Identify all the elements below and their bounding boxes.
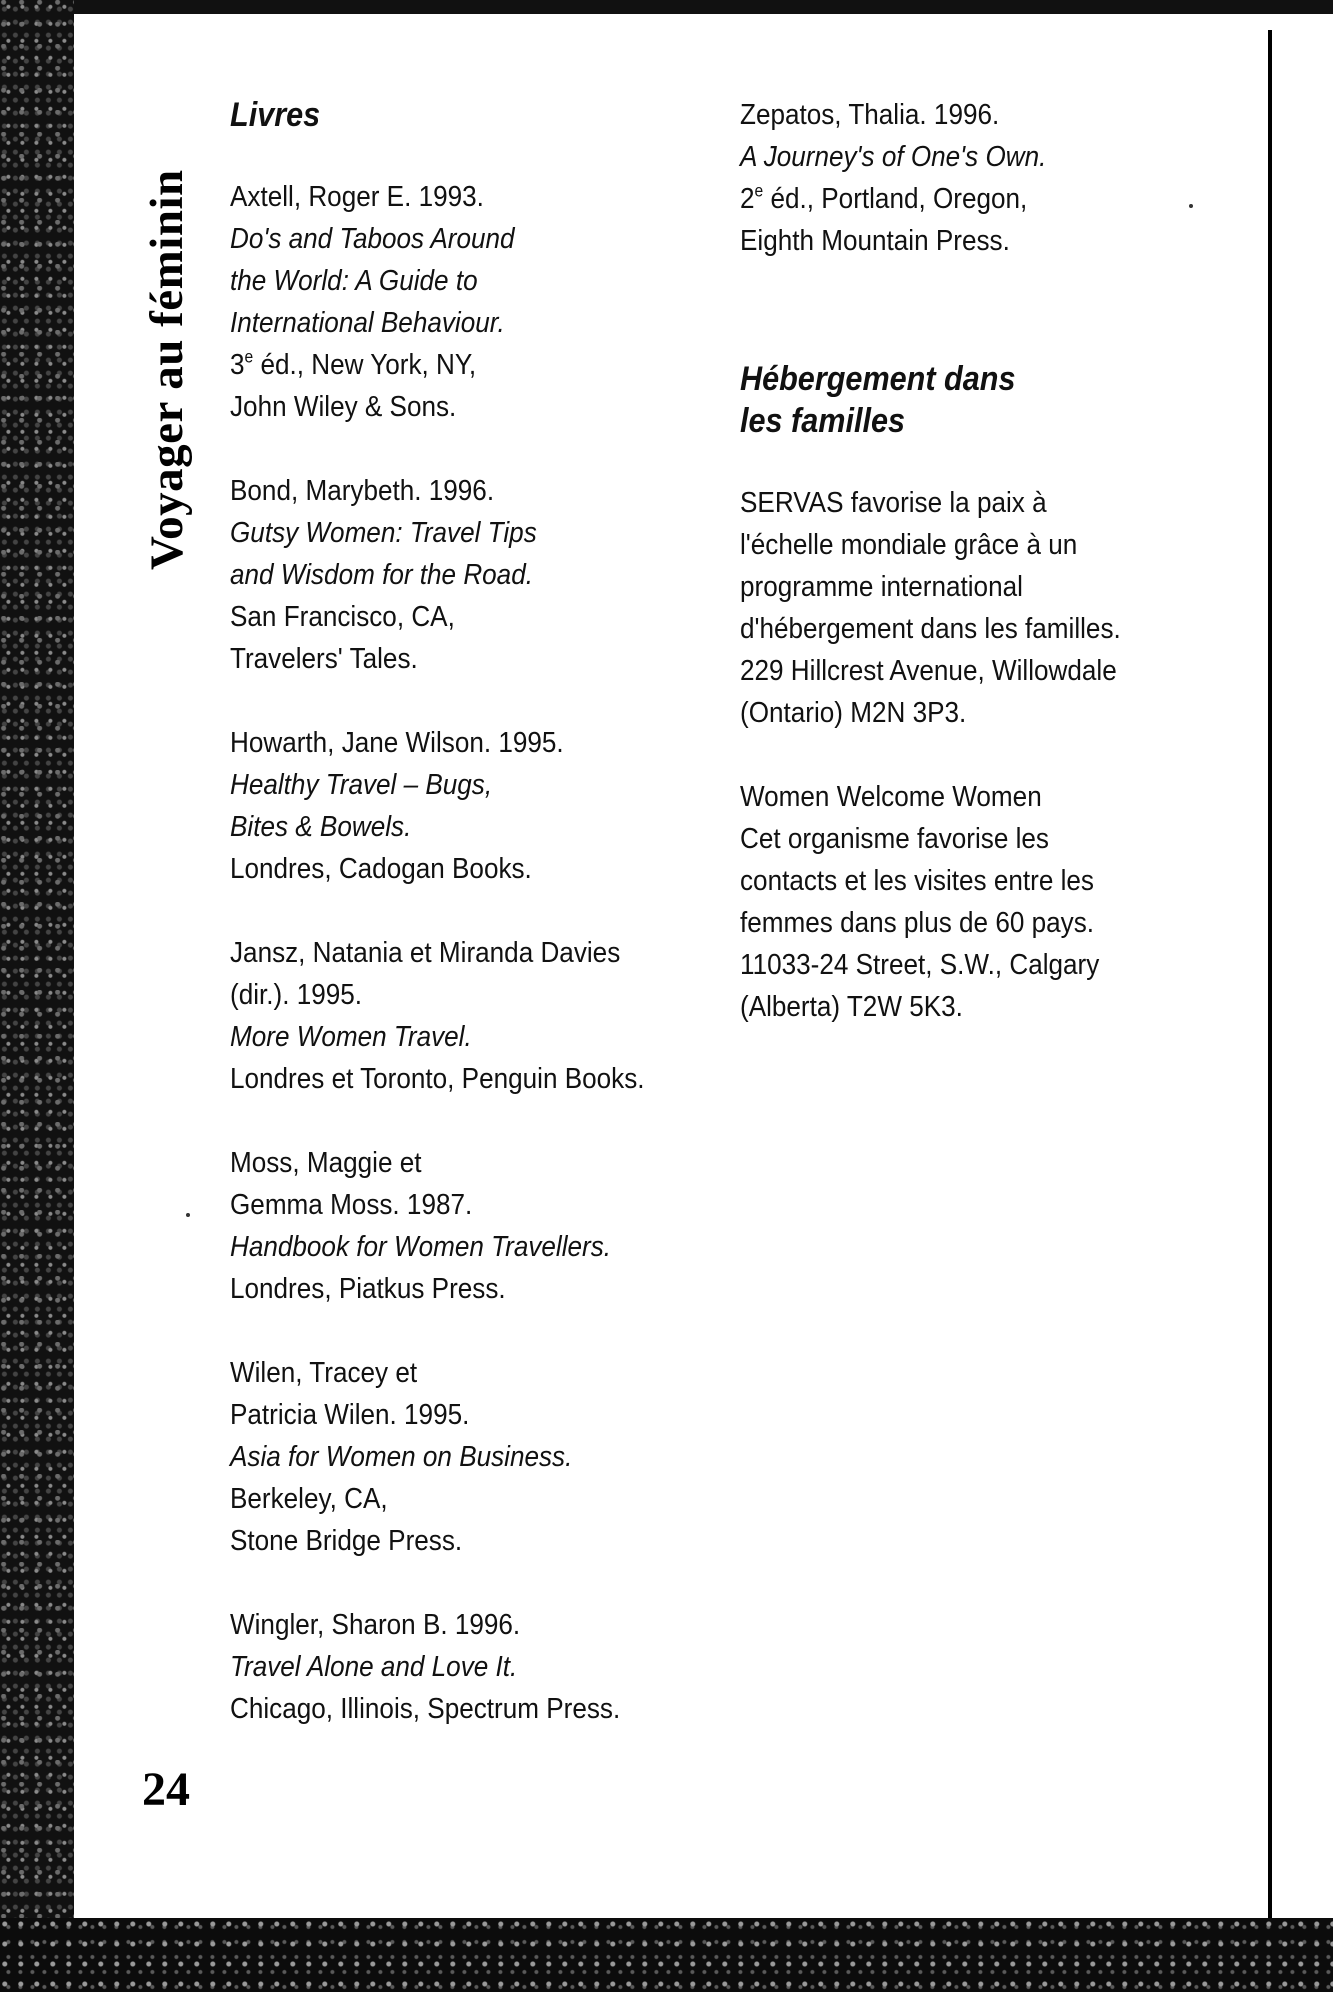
entry-text-line: programme international <box>740 571 1023 603</box>
entry-text-line: Londres, Piatkus Press. <box>230 1273 506 1305</box>
entry-text-line: Jansz, Natania et Miranda Davies <box>230 937 621 969</box>
scan-border-bottom <box>0 1918 1333 1992</box>
entry-text-line: Zepatos, Thalia. 1996. <box>740 99 1000 131</box>
scan-border-left <box>0 0 74 1992</box>
heading-line: les familles <box>740 402 906 440</box>
entry-text-line: Travelers' Tales. <box>230 643 418 675</box>
bibliography-entry <box>230 932 698 1100</box>
page-number: 24 <box>142 1763 190 1816</box>
section-spacer <box>740 304 1208 358</box>
scan-border-top <box>0 0 1333 14</box>
entry-text-line: Women Welcome Women <box>740 781 1042 813</box>
organization-list <box>740 482 1208 1028</box>
entry-text-line: Gemma Moss. 1987. <box>230 1189 473 1221</box>
entry-text-line: Londres et Toronto, Penguin Books. <box>230 1063 645 1095</box>
entry-text-line: Howarth, Jane Wilson. 1995. <box>230 727 564 759</box>
entry-text-line: contacts et les visites entre les <box>740 865 1094 897</box>
entry-title-line: Asia for Women on Business. <box>230 1441 573 1473</box>
entry-title-line: A Journey's of One's Own. <box>740 141 1047 173</box>
entry-title-line: Bites & Bowels. <box>230 811 412 843</box>
section-heading-livres: Livres <box>230 96 321 134</box>
entry-text-line: Chicago, Illinois, Spectrum Press. <box>230 1693 621 1725</box>
entry-text-line: l'échelle mondiale grâce à un <box>740 529 1078 561</box>
entry-text-line: Bond, Marybeth. 1996. <box>230 475 495 507</box>
bibliography-list <box>230 176 698 1730</box>
organization-entry <box>740 776 1208 1028</box>
entry-text-line: Patricia Wilen. 1995. <box>230 1399 470 1431</box>
running-head-vertical: Voyager au féminin <box>141 169 193 570</box>
entry-text-line: Moss, Maggie et <box>230 1147 422 1179</box>
entry-text-line: 11033-24 Street, S.W., Calgary <box>740 949 1100 981</box>
entry-text-line: SERVAS favorise la paix à <box>740 487 1047 519</box>
entry-text-line: Londres, Cadogan Books. <box>230 853 532 885</box>
entry-text-line: Stone Bridge Press. <box>230 1525 463 1557</box>
entry-text-line: Wilen, Tracey et <box>230 1357 418 1389</box>
entry-text-line: Cet organisme favorise les <box>740 823 1049 855</box>
entry-text-line: San Francisco, CA, <box>230 601 455 633</box>
entry-title-line: Healthy Travel – Bugs, <box>230 769 493 801</box>
entry-text-line: John Wiley & Sons. <box>230 391 457 423</box>
entry-text-line: Berkeley, CA, <box>230 1483 388 1515</box>
entry-title-line: Travel Alone and Love It. <box>230 1651 518 1683</box>
section-heading-hebergement <box>740 358 1208 442</box>
bibliography-entry <box>230 470 698 680</box>
page-edge-line <box>1268 30 1272 1918</box>
entry-title-line: the World: A Guide to <box>230 265 478 297</box>
entry-text-line: 3e éd., New York, NY, <box>230 346 477 381</box>
entry-text-line: (Alberta) T2W 5K3. <box>740 991 963 1023</box>
bibliography-entry <box>740 94 1208 262</box>
entry-text-line: Axtell, Roger E. 1993. <box>230 181 484 213</box>
entry-text-line: 229 Hillcrest Avenue, Willowdale <box>740 655 1117 687</box>
organization-entry <box>740 482 1208 734</box>
bibliography-entry <box>230 1352 698 1562</box>
entry-title-line: Handbook for Women Travellers. <box>230 1231 612 1263</box>
entry-text-line: Eighth Mountain Press. <box>740 225 1010 257</box>
heading-line: Hébergement dans <box>740 360 1016 398</box>
entry-text-line: (dir.). 1995. <box>230 979 363 1011</box>
right-column <box>740 94 1208 1070</box>
entry-title-line: and Wisdom for the Road. <box>230 559 533 591</box>
bibliography-entry <box>230 722 698 890</box>
bibliography-entry <box>230 1604 698 1730</box>
scan-speck <box>186 1213 190 1217</box>
entry-title-line: Do's and Taboos Around <box>230 223 515 255</box>
bibliography-entry <box>230 176 698 428</box>
entry-text-line: (Ontario) M2N 3P3. <box>740 697 967 729</box>
bibliography-entry <box>230 1142 698 1310</box>
entry-text-line: d'hébergement dans les familles. <box>740 613 1121 645</box>
left-column <box>230 94 698 1772</box>
entry-text-line: femmes dans plus de 60 pays. <box>740 907 1094 939</box>
entry-title-line: International Behaviour. <box>230 307 505 339</box>
entry-title-line: Gutsy Women: Travel Tips <box>230 517 537 549</box>
entry-text-line: Wingler, Sharon B. 1996. <box>230 1609 521 1641</box>
entry-text-line: 2e éd., Portland, Oregon, <box>740 180 1028 215</box>
scan-speck <box>1189 204 1193 208</box>
entry-title-line: More Women Travel. <box>230 1021 472 1053</box>
